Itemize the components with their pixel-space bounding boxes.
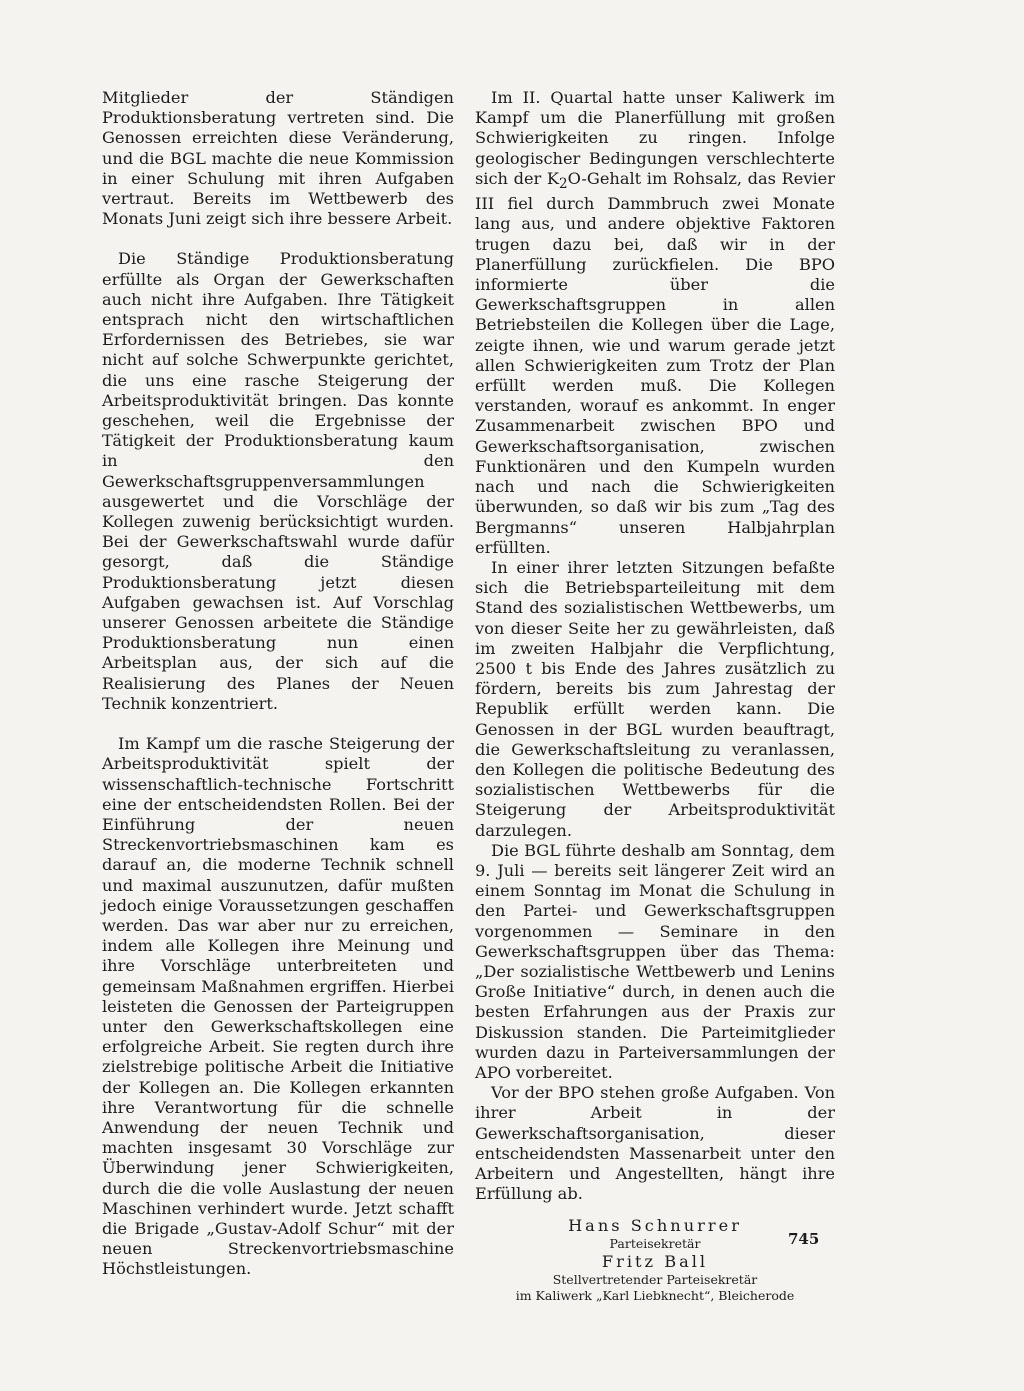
signature-role: Parteisekretär bbox=[609, 1236, 701, 1252]
page-number: 745 bbox=[788, 1230, 820, 1248]
paragraph: Vor der BPO stehen große Aufgaben. Von ihrer Arbeit in der Gewerkschaftsorganisation, dieser entscheidendsten Massenarbeit unter den Arbeitern und Angestellten, hängt ihre Erfüllung ab. bbox=[475, 1083, 835, 1204]
left-column bbox=[102, 88, 454, 1280]
signature-block bbox=[475, 1216, 835, 1304]
paragraph: In einer ihrer letzten Sitzungen befaßte sich die Betriebsparteileitung mit dem Stand des sozialistischen Wettbewerbs, um von dieser Seite her zu gewährleisten, daß im zweiten Halbjahr die Verpflichtung, 2500 t bis Ende des Jahres zusätzlich zu fördern, bereits bis zum Jahrestag der Republik erfüllt werden kann. Die Genossen in der BGL wurden beauftragt, die Gewerkschaftsleitung zu veranlassen, den Kollegen die politische Bedeutung des sozialistischen Wettbewerbs für die Steigerung der Arbeitsproduktivität darzulegen. bbox=[475, 557, 835, 840]
signature-role: Stellvertretender Parteisekretär bbox=[552, 1272, 758, 1288]
signature-name: Fritz Ball bbox=[601, 1252, 709, 1272]
right-column bbox=[475, 88, 835, 1304]
paragraph: Die Ständige Produktionsberatung erfüllte als Organ der Gewerkschaften auch nicht ihre Aufgaben. Ihre Tätigkeit entsprach nicht den wirtschaftlichen Erfordernissen des Betriebes, sie war nicht auf solche Schwerpunkte gerichtet, die uns eine rasche Steigerung der Arbeitsproduktivität bringen. Das konnte geschehen, weil die Ergebnisse der Tätigkeit der Produktionsberatung kaum in den Gewerkschaftsgruppenversammlungen ausgewertet und die Vorschläge der Kollegen zuwenig berücksichtigt wurden. Bei der Gewerkschaftswahl wurde dafür gesorgt, daß die Ständige Produktionsberatung jetzt diesen Aufgaben gewachsen ist. Auf Vorschlag unserer Genossen arbeitete die Ständige Produktionsberatung nun einen Arbeitsplan aus, der sich auf die Realisierung des Planes der Neuen Technik konzentriert. bbox=[102, 249, 454, 713]
paragraph: Im II. Quartal hatte unser Kaliwerk im Kampf um die Planerfüllung mit großen Schwierigkeiten zu ringen. Infolge geologischer Bedingungen verschlechterte sich der $K_2O$-Gehalt im Rohsalz, das Revier III fiel durch Dammbruch zwei Monate lang aus, und andere objektive Faktoren trugen dazu bei, daß wir in der Planerfüllung zurückfielen. Die BPO informierte über die Gewerkschaftsgruppen in allen Betriebsteilen die Kollegen über die Lage, zeigte ihnen, wie und warum gerade jetzt allen Schwierigkeiten zum Trotz der Plan erfüllt werden muß. Die Kollegen verstanden, worauf es ankommt. In enger Zusammenarbeit zwischen BPO und Gewerkschaftsorganisation, zwischen Funktionären und den Kumpeln wurden nach und nach die Schwierigkeiten überwunden, so daß wir bis zum „Tag des Bergmanns“ unseren Halbjahrplan erfüllten. bbox=[475, 88, 836, 557]
signature-role: im Kaliwerk „Karl Liebknecht“, Bleicherode bbox=[515, 1288, 795, 1304]
paragraph: Im Kampf um die rasche Steigerung der Arbeitsproduktivität spielt der wissenschaftlich-technische Fortschritt eine der entscheidendsten Rollen. Bei der Einführung der neuen Streckenvortriebsmaschinen kam es darauf an, die moderne Technik schnell und maximal auszunutzen, dafür mußten jedoch einige Voraussetzungen geschaffen werden. Das war aber nur zu erreichen, indem alle Kollegen ihre Meinung und ihre Vorschläge unterbreiteten und gemeinsam Maßnahmen ergriffen. Hierbei leisteten die Genossen der Parteigruppen unter den Gewerkschaftskollegen eine erfolgreiche Arbeit. Sie regten durch ihre zielstrebige politische Arbeit die Initiative der Kollegen an. Die Kollegen erkannten ihre Verantwortung für die schnelle Anwendung der neuen Technik und machten insgesamt 30 Vorschläge zur Überwindung jener Schwierigkeiten, durch die die volle Auslastung der neuen Maschinen verhindert wurde. Jetzt schafft die Brigade „Gustav-Adolf Schur“ mit der neuen Streckenvortriebsmaschine Höchstleistungen. bbox=[102, 734, 454, 1279]
signature-name: Hans Schnurrer bbox=[568, 1216, 742, 1236]
subscript: 2 bbox=[558, 176, 568, 193]
paragraph: Die BGL führte deshalb am Sonntag, dem 9. Juli — bereits seit längerer Zeit wird an einem Sonntag im Monat die Schulung in den Partei- und Gewerkschaftsgruppen vorgenommen — Seminare in den Gewerkschaftsgruppen über das Thema: „Der sozialistische Wettbewerb und Lenins Große Initiative“ durch, in denen auch die besten Erfahrungen aus der Praxis zur Diskussion standen. Die Parteimitglieder wurden dazu in Parteiversammlungen der APO vorbereitet. bbox=[475, 840, 835, 1082]
paragraph: Mitglieder der Ständigen Produktionsberatung vertreten sind. Die Genossen erreichten diese Veränderung, und die BGL machte die neue Kommission in einer Schulung mit ihren Aufgaben vertraut. Bereits im Wettbewerb des Monats Juni zeigt sich ihre bessere Arbeit. bbox=[102, 88, 454, 229]
